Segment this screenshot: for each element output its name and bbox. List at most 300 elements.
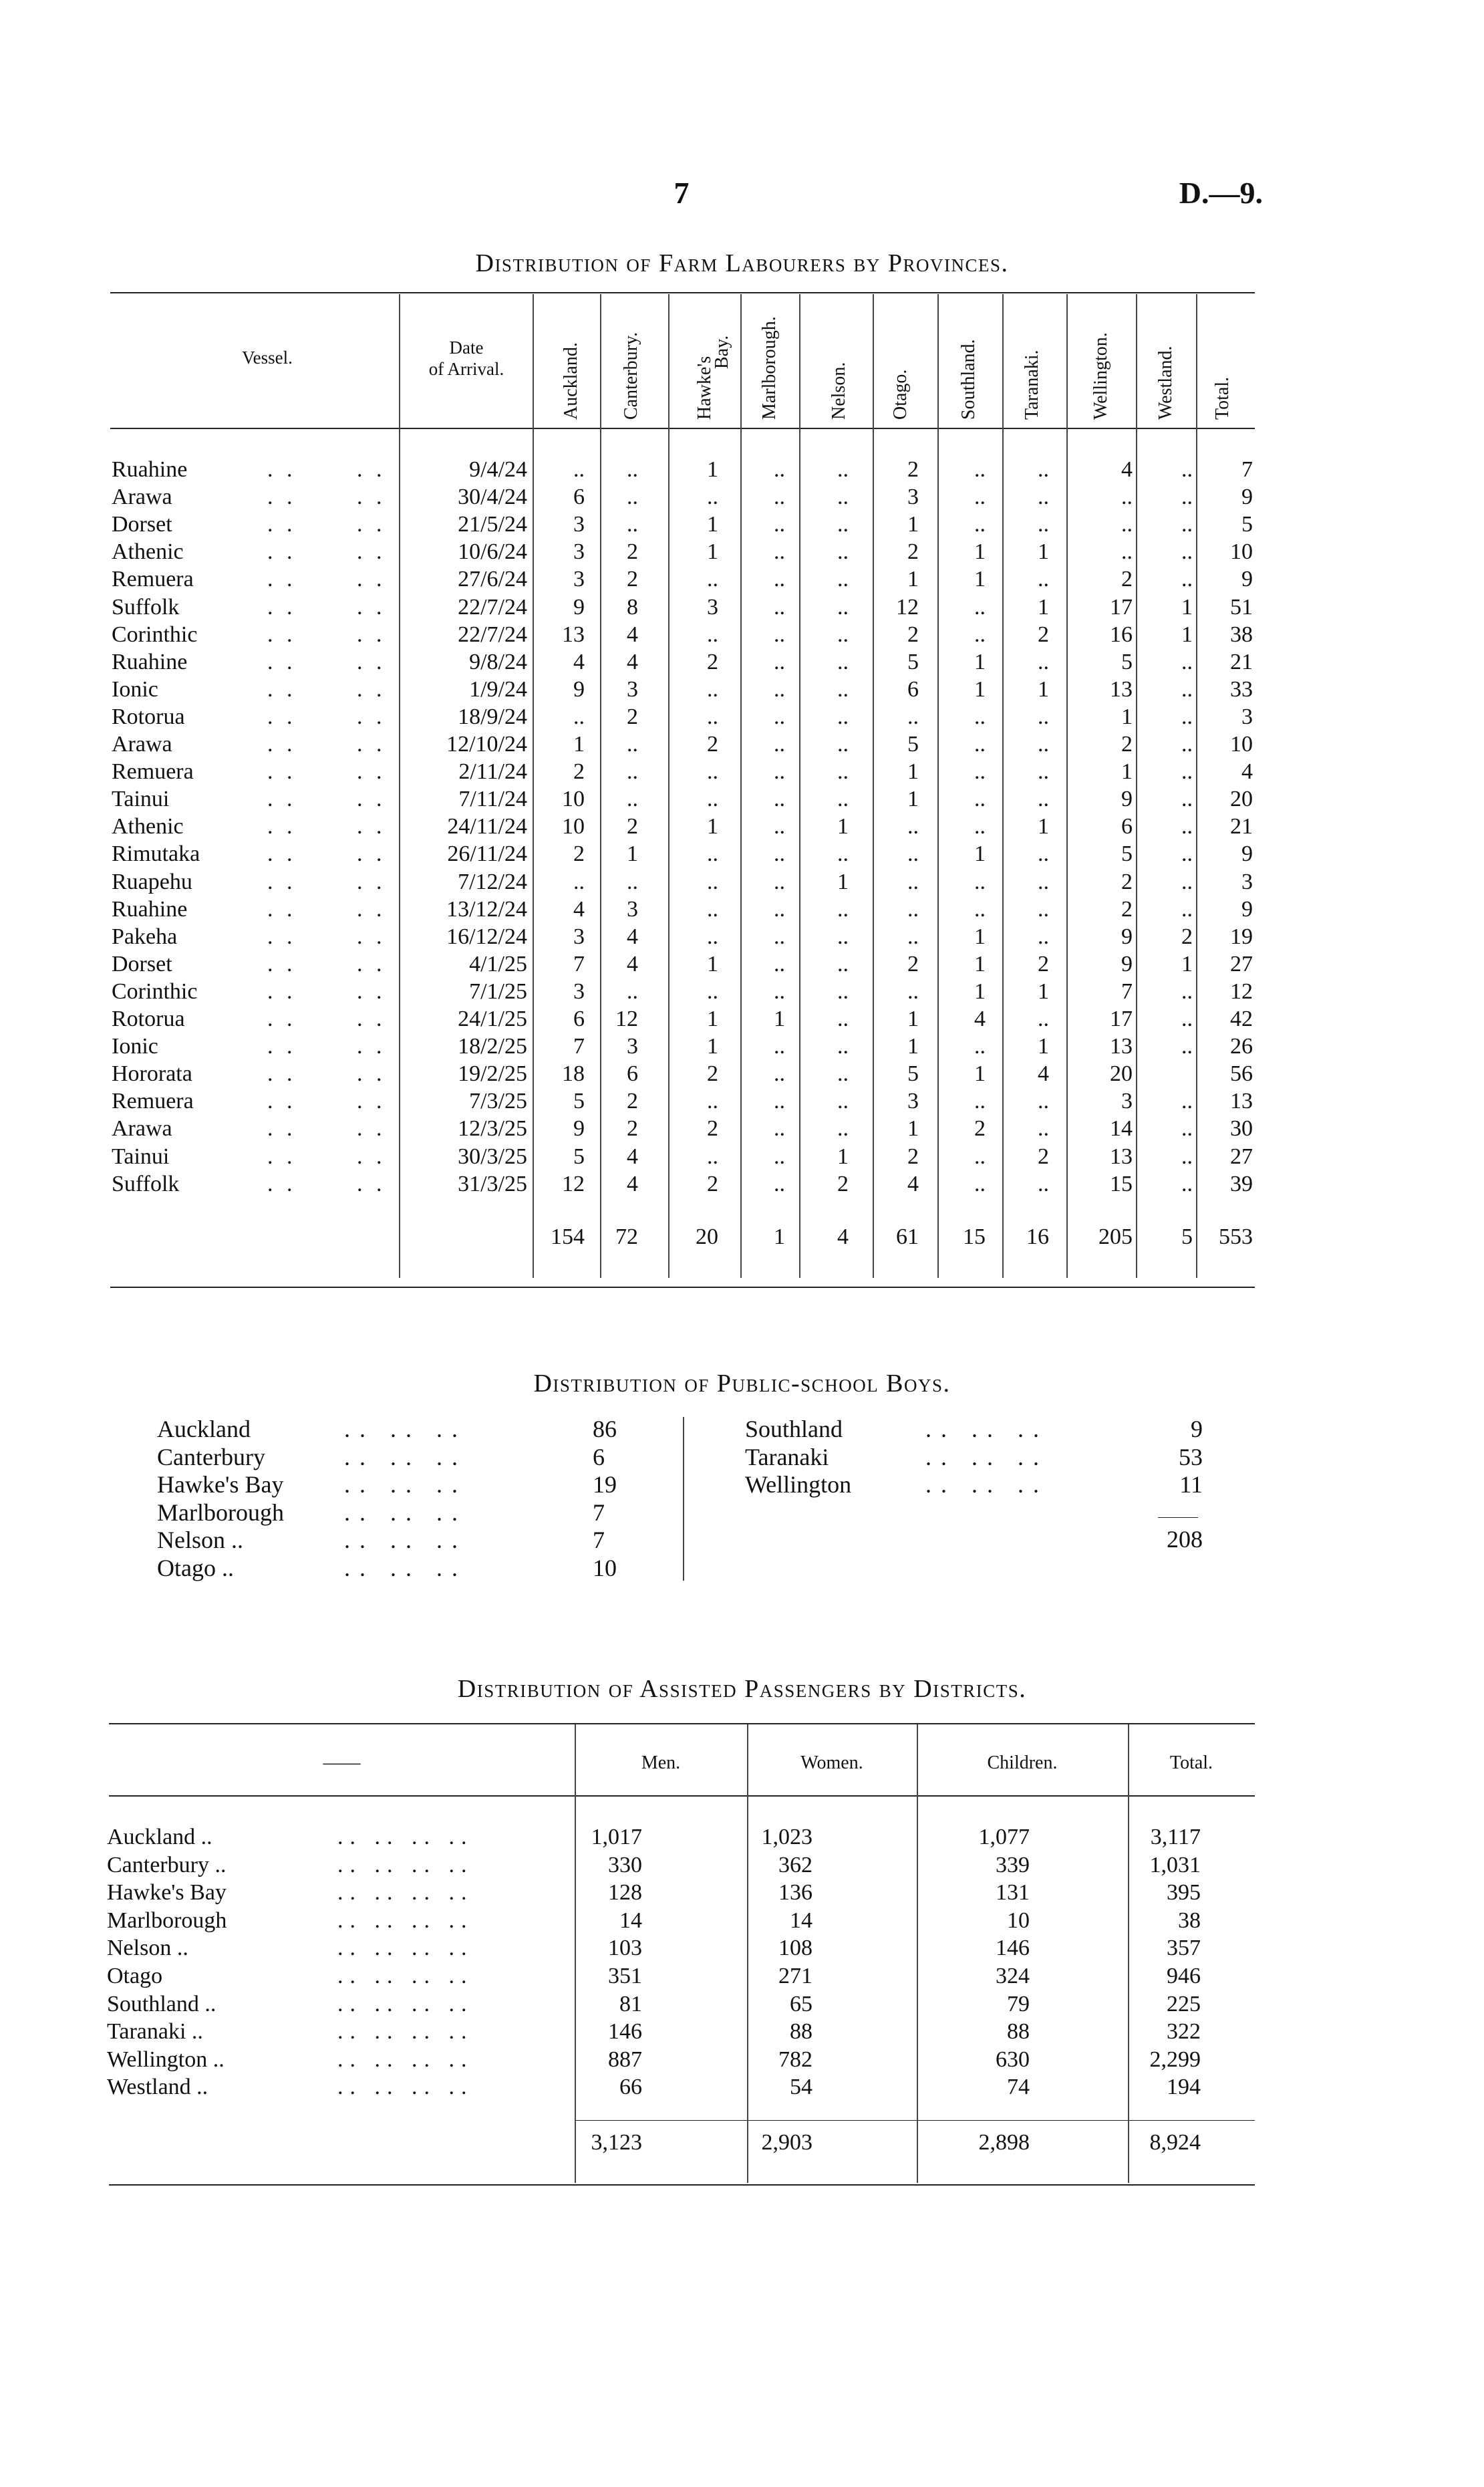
col-header-9: Westland. <box>1155 346 1176 420</box>
cell: 5 <box>573 1144 585 1169</box>
total-cell: 205 <box>1098 1224 1133 1249</box>
cell: 1 <box>1038 676 1049 702</box>
assisted-men: 14 <box>619 1908 642 1933</box>
cell: 2 <box>573 759 585 785</box>
boys-row <box>745 1415 1203 1443</box>
cell: 1 <box>837 869 849 894</box>
boys-row <box>157 1415 625 1443</box>
cell: 5 <box>573 1089 585 1114</box>
assisted-total-children: 2,898 <box>978 2130 1030 2155</box>
assisted-women: 65 <box>790 1991 812 2016</box>
cell: 1 <box>974 924 986 949</box>
leader-dots: . . <box>267 896 297 922</box>
cell: .. <box>1181 1034 1193 1059</box>
cell: .. <box>707 896 718 922</box>
leader-dots: .. .. .. .. <box>337 1991 474 2016</box>
cell: .. <box>707 567 718 592</box>
cell: 21 <box>1230 814 1253 839</box>
cell: 10 <box>562 814 585 839</box>
table-row <box>0 896 1484 923</box>
cell: 4 <box>1121 457 1133 482</box>
cell: 1 <box>707 1034 718 1059</box>
cell: 2 <box>707 1061 718 1087</box>
arrival-date: 27/6/24 <box>458 567 527 592</box>
table-row <box>0 565 1484 593</box>
cell: 15 <box>1110 1171 1133 1196</box>
assisted-men: 66 <box>619 2075 642 2100</box>
cell: .. <box>974 1171 986 1196</box>
vessel-name: Ruahine <box>112 649 188 674</box>
assisted-total-row <box>0 2129 1484 2156</box>
cell: 3 <box>573 567 585 592</box>
arrival-date: 24/11/24 <box>447 814 527 839</box>
vessel-name: Pakeha <box>112 924 178 949</box>
cell: .. <box>774 896 785 922</box>
district-name: Auckland <box>157 1416 251 1442</box>
assisted-children: 79 <box>1007 1991 1030 2016</box>
leader-dots: . . <box>267 869 297 894</box>
cell: 4 <box>627 1144 638 1169</box>
cell: 9 <box>1121 787 1133 812</box>
cell: 9 <box>573 594 585 620</box>
cell: 6 <box>907 676 919 702</box>
cell: 30 <box>1230 1116 1253 1142</box>
vessel-name: Suffolk <box>112 1171 180 1196</box>
assisted-women: 782 <box>778 2047 812 2072</box>
cell: 1 <box>974 1061 986 1087</box>
cell: .. <box>837 622 849 647</box>
assisted-men: 146 <box>608 2019 642 2045</box>
cell: 4 <box>573 649 585 674</box>
leader-dots: . . <box>267 457 297 482</box>
leader-dots: .. .. .. <box>344 1416 467 1442</box>
cell: 1 <box>974 539 986 565</box>
cell: .. <box>1038 512 1049 537</box>
leader-dots: .. .. .. .. <box>337 1880 474 1906</box>
assisted-women: 1,023 <box>761 1825 812 1849</box>
assisted-women: 54 <box>790 2075 812 2100</box>
leader-dots: . . <box>267 676 297 702</box>
boys-row <box>157 1470 625 1498</box>
cell: 6 <box>573 485 585 510</box>
leader-dots: . . <box>267 1061 297 1087</box>
table-row <box>0 731 1484 758</box>
cell: .. <box>907 978 919 1004</box>
cell: 2 <box>907 539 919 565</box>
cell: .. <box>907 704 919 729</box>
cell: .. <box>627 787 638 812</box>
cell: .. <box>774 1034 785 1059</box>
cell: .. <box>974 485 986 510</box>
col-header-10: Total. <box>1212 376 1233 420</box>
cell: .. <box>1038 924 1049 949</box>
cell: .. <box>1038 841 1049 867</box>
leader-dots: . . <box>357 485 386 510</box>
cell: .. <box>1181 1116 1193 1142</box>
cell: .. <box>907 896 919 922</box>
table-row <box>0 1823 1484 1851</box>
table-row <box>0 1115 1484 1142</box>
col-header-6: Southland. <box>958 339 979 420</box>
cell: .. <box>774 978 785 1004</box>
leader-dots: . . <box>267 1034 297 1059</box>
leader-dots: . . <box>267 512 297 537</box>
arrival-date: 12/3/25 <box>458 1116 527 1142</box>
leader-dots: . . <box>357 1034 386 1059</box>
assisted-men: 330 <box>608 1852 642 1877</box>
assisted-total: 946 <box>1167 1964 1201 1988</box>
cell: .. <box>707 759 718 785</box>
cell: 9 <box>573 676 585 702</box>
leader-dots: .. .. .. .. <box>337 1936 474 1961</box>
leader-dots: . . <box>267 814 297 839</box>
district-name: Wellington .. <box>107 2047 225 2072</box>
cell: 8 <box>627 594 638 620</box>
table-row <box>0 758 1484 785</box>
arrival-date: 10/6/24 <box>458 539 527 565</box>
cell: 3 <box>573 978 585 1004</box>
district-name: Marlborough <box>157 1498 284 1526</box>
cell: .. <box>627 978 638 1004</box>
cell: 2 <box>1121 567 1133 592</box>
district-name: Taranaki .. <box>107 2019 203 2045</box>
cell: 3 <box>573 539 585 565</box>
cell: 12 <box>896 594 919 620</box>
vessel-name: Athenic <box>112 539 184 565</box>
cell: 5 <box>1121 649 1133 674</box>
cell: .. <box>1038 787 1049 812</box>
arrival-date: 26/11/24 <box>447 841 527 867</box>
public-school-boys-title: Distribution of Public-school Boys. <box>533 1369 951 1398</box>
cell: .. <box>837 1034 849 1059</box>
vessel-name: Tainui <box>112 1144 170 1169</box>
cell: 2 <box>627 704 638 729</box>
cell: 1 <box>974 951 986 976</box>
cell: 5 <box>907 732 919 757</box>
cell: 9 <box>1241 567 1253 592</box>
cell: 1 <box>1038 978 1049 1004</box>
cell: 1 <box>974 978 986 1004</box>
cell: .. <box>1038 1171 1049 1196</box>
vessel-name: Ruapehu <box>112 869 192 894</box>
cell: .. <box>974 1089 986 1114</box>
cell: .. <box>627 732 638 757</box>
leader-dots: . . <box>267 732 297 757</box>
leader-dots: . . <box>357 539 386 565</box>
boys-count: 86 <box>593 1416 617 1442</box>
cell: 2 <box>907 951 919 976</box>
leader-dots: . . <box>267 622 297 647</box>
leader-dots: . . <box>267 787 297 812</box>
assisted-total: 1,031 <box>1149 1852 1201 1877</box>
leader-dots: . . <box>357 594 386 620</box>
vessel-name: Suffolk <box>112 594 180 620</box>
total-cell: 1 <box>774 1224 785 1249</box>
cell: .. <box>837 978 849 1004</box>
arrival-date: 7/12/24 <box>458 869 527 894</box>
table-row <box>0 676 1484 703</box>
cell: 1 <box>974 649 986 674</box>
cell: 9 <box>1121 924 1133 949</box>
cell: 3 <box>573 924 585 949</box>
cell: .. <box>774 841 785 867</box>
cell: 2 <box>707 649 718 674</box>
cell: 27 <box>1230 951 1253 976</box>
farm-labourers-title: Distribution of Farm Labourers by Provinces. <box>475 249 1009 277</box>
cell: 20 <box>1230 787 1253 812</box>
col-header-4: Nelson. <box>829 362 849 420</box>
cell: 3 <box>627 1034 638 1059</box>
cell: 1 <box>774 1007 785 1031</box>
cell: 1 <box>707 539 718 565</box>
district-name: Nelson .. <box>107 1936 188 1961</box>
cell: .. <box>837 649 849 674</box>
cell: .. <box>707 787 718 812</box>
cell: .. <box>774 869 785 894</box>
total-cell: 553 <box>1219 1224 1253 1249</box>
cell: 13 <box>1110 1144 1133 1169</box>
cell: 16 <box>1110 622 1133 647</box>
cell: 17 <box>1110 594 1133 620</box>
table-row <box>0 1033 1484 1060</box>
cell: 7 <box>1121 978 1133 1004</box>
col-header-hawkes-bay-line2: Bay. <box>712 335 732 369</box>
cell: 2 <box>837 1171 849 1196</box>
cell: 1 <box>573 732 585 757</box>
table-row <box>0 511 1484 538</box>
col-header-5: Otago. <box>890 369 911 420</box>
col-header-2: Hawke's <box>694 356 715 420</box>
leader-dots: . . <box>357 1171 386 1196</box>
cell: .. <box>1181 457 1193 482</box>
total-cell: 20 <box>696 1224 718 1249</box>
assisted-men: 1,017 <box>591 1825 642 1849</box>
cell: 3 <box>1121 1089 1133 1114</box>
cell: .. <box>837 924 849 949</box>
cell: .. <box>573 457 585 482</box>
cell: 7 <box>573 951 585 976</box>
table-row <box>0 2018 1484 2045</box>
cell: .. <box>837 512 849 537</box>
cell: .. <box>1121 539 1133 565</box>
cell: .. <box>774 594 785 620</box>
col-header-1: Canterbury. <box>621 332 641 420</box>
leader-dots: .. .. .. <box>344 1527 467 1554</box>
leader-dots: . . <box>267 539 297 565</box>
cell: 9 <box>573 1116 585 1142</box>
vessel-name: Ruahine <box>112 896 188 922</box>
cell: 13 <box>562 622 585 647</box>
table-row <box>0 538 1484 565</box>
assisted-total: 194 <box>1167 2075 1201 2100</box>
cell: .. <box>974 896 986 922</box>
cell: .. <box>907 841 919 867</box>
leader-dots: . . <box>357 759 386 785</box>
table-row <box>0 621 1484 648</box>
leader-dots: . . <box>357 924 386 949</box>
cell: .. <box>837 732 849 757</box>
cell: 2 <box>1121 732 1133 757</box>
arrival-date: 18/9/24 <box>458 704 527 729</box>
district-name: Southland .. <box>107 1991 216 2016</box>
table-row <box>0 1005 1484 1033</box>
vessel-name: Ionic <box>112 676 158 702</box>
boys-row <box>157 1498 625 1527</box>
cell: 5 <box>1241 512 1253 537</box>
cell: 1 <box>974 841 986 867</box>
district-name: Otago .. <box>157 1555 234 1581</box>
table-row <box>0 2046 1484 2073</box>
cell: .. <box>837 759 849 785</box>
cell: .. <box>1038 1089 1049 1114</box>
cell: .. <box>837 457 849 482</box>
cell: 1 <box>907 512 919 537</box>
assisted-men: 103 <box>608 1936 642 1961</box>
boys-count: 9 <box>1191 1416 1203 1442</box>
cell: .. <box>1121 485 1133 510</box>
cell: .. <box>627 485 638 510</box>
cell: .. <box>627 869 638 894</box>
assisted-women: 362 <box>778 1852 812 1877</box>
cell: .. <box>707 924 718 949</box>
col-date-header-line2: of Arrival. <box>428 359 504 379</box>
cell: 4 <box>627 924 638 949</box>
leader-dots: .. .. .. <box>344 1443 467 1470</box>
boys-row <box>745 1443 1203 1471</box>
boys-row <box>157 1526 625 1554</box>
cell: 2 <box>1181 924 1193 949</box>
cell: 1 <box>1038 1034 1049 1059</box>
page-number: 7 <box>674 176 690 210</box>
table-row <box>0 456 1484 483</box>
assisted-total: 357 <box>1167 1936 1201 1961</box>
cell: 2 <box>627 1089 638 1114</box>
cell: .. <box>907 814 919 839</box>
cell: .. <box>1038 759 1049 785</box>
cell: .. <box>1038 567 1049 592</box>
cell: .. <box>627 512 638 537</box>
cell: 2 <box>1038 1144 1049 1169</box>
cell: .. <box>1181 1171 1193 1196</box>
cell: .. <box>837 567 849 592</box>
assisted-total: 395 <box>1167 1880 1201 1906</box>
cell: 20 <box>1110 1061 1133 1087</box>
arrival-date: 30/4/24 <box>458 485 527 510</box>
cell: .. <box>837 1061 849 1087</box>
leader-dots: .. .. .. .. <box>337 1964 474 1988</box>
cell: .. <box>1181 1144 1193 1169</box>
vessel-name: Arawa <box>112 1116 172 1142</box>
leader-dots: . . <box>357 951 386 976</box>
total-cell: 4 <box>837 1224 849 1249</box>
cell: .. <box>837 841 849 867</box>
vessel-name: Tainui <box>112 787 170 812</box>
vessel-name: Hororata <box>112 1061 192 1087</box>
leader-dots: . . <box>357 814 386 839</box>
arrival-date: 7/3/25 <box>469 1089 527 1114</box>
cell: .. <box>1181 485 1193 510</box>
assisted-passengers-title: Distribution of Assisted Passengers by Districts. <box>457 1675 1027 1703</box>
col-date-header-line1: Date <box>449 338 484 358</box>
cell: .. <box>1181 896 1193 922</box>
boys-row <box>157 1554 625 1582</box>
arrival-date: 9/4/24 <box>469 457 527 482</box>
cell: .. <box>707 485 718 510</box>
cell: .. <box>1181 869 1193 894</box>
boys-count: 7 <box>593 1498 605 1526</box>
assisted-total: 2,299 <box>1149 2047 1201 2072</box>
cell: 4 <box>573 896 585 922</box>
assisted-col-header-3: Children. <box>987 1752 1058 1773</box>
vessel-name: Dorset <box>112 512 172 537</box>
district-name: Southland <box>745 1416 843 1442</box>
boys-count: 10 <box>593 1555 617 1581</box>
leader-dots: . . <box>267 841 297 867</box>
cell: 2 <box>1038 951 1049 976</box>
cell: .. <box>1181 704 1193 729</box>
cell: .. <box>707 676 718 702</box>
cell: 1 <box>837 814 849 839</box>
table-row <box>0 1060 1484 1087</box>
table-row <box>0 1879 1484 1906</box>
cell: .. <box>1181 978 1193 1004</box>
district-name: Auckland .. <box>107 1825 212 1849</box>
cell: .. <box>837 1116 849 1142</box>
cell: 2 <box>627 814 638 839</box>
boys-count: 6 <box>593 1443 605 1470</box>
leader-dots: . . <box>357 1144 386 1169</box>
leader-dots: . . <box>267 1171 297 1196</box>
total-cell: 154 <box>551 1224 585 1249</box>
cell: 1 <box>627 841 638 867</box>
cell: 10 <box>1230 732 1253 757</box>
leader-dots: . . <box>267 649 297 674</box>
cell: .. <box>837 1007 849 1031</box>
cell: .. <box>1181 1007 1193 1031</box>
cell: .. <box>1038 704 1049 729</box>
leader-dots: .. .. .. <box>925 1443 1048 1470</box>
table-row <box>0 1907 1484 1934</box>
cell: 1 <box>1038 594 1049 620</box>
cell: 7 <box>573 1034 585 1059</box>
cell: .. <box>1181 567 1193 592</box>
vessel-name: Ruahine <box>112 457 188 482</box>
cell: 6 <box>1121 814 1133 839</box>
district-name: Wellington <box>745 1471 852 1498</box>
cell: .. <box>627 759 638 785</box>
assisted-col-header-1: Men. <box>641 1752 681 1773</box>
cell: .. <box>907 869 919 894</box>
cell: .. <box>1181 759 1193 785</box>
cell: .. <box>774 732 785 757</box>
cell: 6 <box>627 1061 638 1087</box>
vessel-name: Remuera <box>112 759 194 785</box>
vessel-name: Rotorua <box>112 1007 185 1031</box>
leader-dots: . . <box>267 485 297 510</box>
cell: 4 <box>1241 759 1253 785</box>
cell: 12 <box>1230 978 1253 1004</box>
vessel-name: Arawa <box>112 732 172 757</box>
cell: 1 <box>1181 951 1193 976</box>
cell: 1 <box>707 814 718 839</box>
cell: .. <box>974 759 986 785</box>
table-row <box>0 1962 1484 1990</box>
cell: .. <box>837 539 849 565</box>
cell: 4 <box>627 622 638 647</box>
cell: 2 <box>707 732 718 757</box>
cell: .. <box>774 951 785 976</box>
boys-row <box>157 1443 625 1471</box>
